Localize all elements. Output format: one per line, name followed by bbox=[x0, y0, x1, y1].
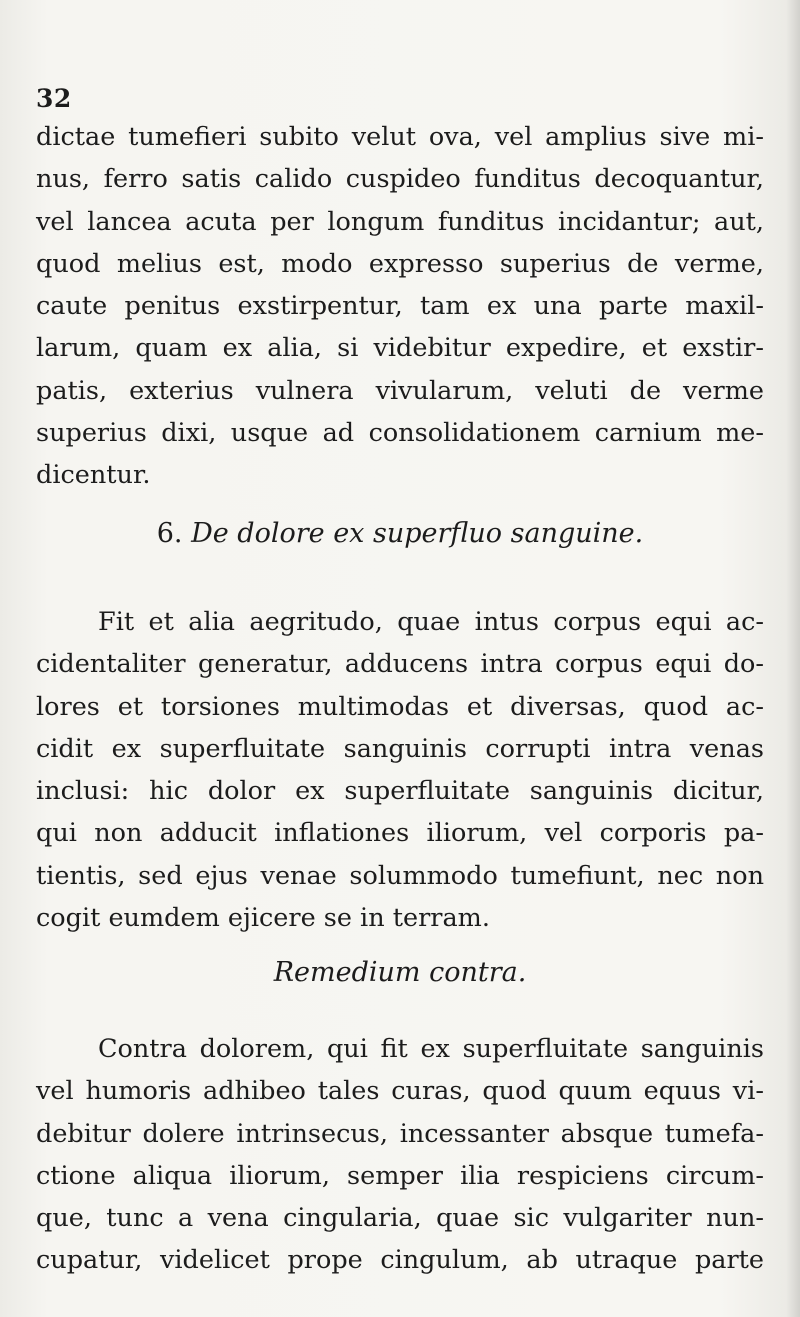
subsection-heading: Remedium contra. bbox=[273, 957, 527, 988]
text-line: vel humoris adhibeo tales curas, quod quum equus vi- bbox=[36, 1076, 764, 1107]
text-line: lores et torsiones multimodas et diversas, quod ac- bbox=[36, 691, 764, 722]
text-line: cupatur, videlicet prope cingulum, ab utraque parte bbox=[36, 1245, 764, 1276]
text-line: ctione aliqua iliorum, semper ilia respiciens circum- bbox=[36, 1160, 764, 1191]
text-line: Fit et alia aegritudo, quae intus corpus equi ac- bbox=[98, 607, 764, 637]
text-line: inclusi: hic dolor ex superfluitate sanguinis dicitur, bbox=[36, 776, 764, 807]
text-line: dicentur. bbox=[36, 460, 151, 491]
text-line: dictae tumefieri subito velut ova, vel amplius sive mi- bbox=[36, 122, 764, 152]
section-number: 6. bbox=[156, 518, 183, 549]
text-line: quod melius est, modo expresso superius de verme, bbox=[36, 248, 764, 279]
paragraph bbox=[36, 1028, 764, 1282]
text-line: larum, quam ex alia, si videbitur expedire, et exstir- bbox=[36, 333, 764, 364]
text-line: cidentaliter generatur, adducens intra corpus equi do- bbox=[36, 649, 764, 680]
text-line: caute penitus exstirpentur, tam ex una parte maxil- bbox=[36, 291, 764, 322]
paragraph bbox=[36, 601, 764, 939]
text-line: que, tunc a vena cingularia, quae sic vulgariter nun- bbox=[36, 1203, 764, 1234]
text-line: cogit eumdem ejicere se in terram. bbox=[36, 903, 490, 934]
text-line: qui non adducit inflationes iliorum, vel corporis pa- bbox=[36, 818, 764, 849]
text-line: debitur dolere intrinsecus, incessanter absque tumefa- bbox=[36, 1118, 764, 1149]
text-line: patis, exterius vulnera vivularum, veluti de verme bbox=[36, 375, 764, 406]
text-line: tientis, sed ejus venae solummodo tumefiunt, nec non bbox=[36, 860, 764, 891]
page-number: 32 bbox=[36, 84, 72, 113]
text-line: nus, ferro satis calido cuspideo funditus decoquantur, bbox=[36, 164, 764, 195]
text-line: superius dixi, usque ad consolidationem carnium me- bbox=[36, 418, 764, 449]
section-heading bbox=[36, 518, 764, 549]
paragraph-continued bbox=[36, 116, 764, 497]
page-edge-shadow bbox=[786, 0, 800, 1317]
section-title: De dolore ex superfluo sanguine. bbox=[191, 518, 644, 549]
text-line: Contra dolorem, qui fit ex superfluitate sanguinis bbox=[98, 1034, 764, 1064]
text-line: cidit ex superfluitate sanguinis corrupti intra venas bbox=[36, 733, 764, 764]
text-line: vel lancea acuta per longum funditus incidantur; aut, bbox=[36, 206, 764, 237]
